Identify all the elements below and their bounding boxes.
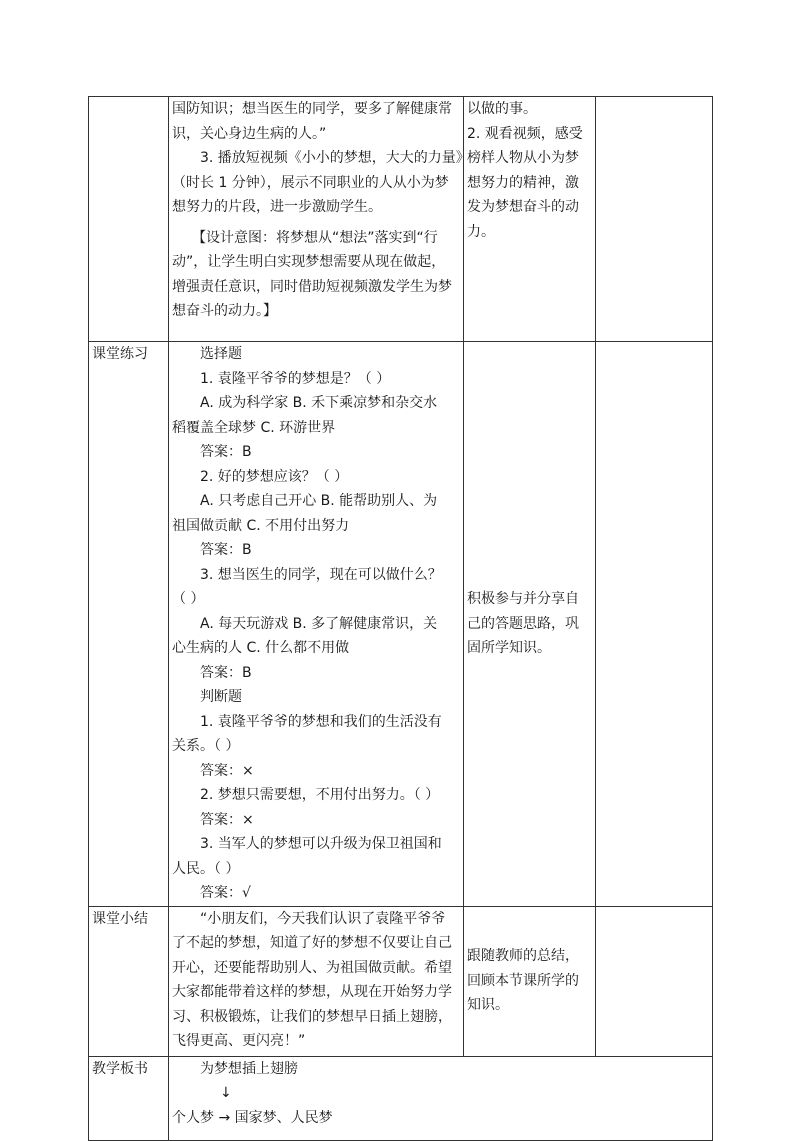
text-line: 2. 观看视频，感受 [467, 125, 583, 142]
text-line: 识，关心身边生病的人。” [172, 125, 327, 142]
text-line: 大家都能带着这样的梦想，从现在开始努力学 [172, 984, 452, 1000]
text-line: 开心，还要能帮助别人、为祖国做贡献。希望 [172, 959, 452, 976]
options-line: A. 每天玩游戏 B. 多了解健康常识，关 [200, 615, 438, 632]
text-line: 回顾本节课所学的 [467, 972, 579, 989]
options-line: A. 成为科学家 B. 禾下乘凉梦和杂交水 [200, 395, 438, 411]
text-line: （时长 1 分钟），展示不同职业的人从小为梦 [172, 174, 449, 191]
text-line: 知识。 [467, 997, 509, 1014]
practice-student-cell [464, 342, 596, 907]
question-line: 3. 想当医生的同学，现在可以做什么？ [200, 566, 442, 583]
practice-label: 课堂练习 [92, 346, 148, 362]
practice-notes-cell [596, 342, 713, 907]
options-line: 稻覆盖全球梦 C. 环游世界 [172, 419, 336, 436]
text-line: 己的答题思路，巩 [467, 615, 579, 632]
question-line: 2. 好的梦想应该？（ ） [200, 468, 349, 485]
text-line: 增强责任意识，同时借助短视频激发学生为梦 [172, 278, 452, 295]
options-line: 心生病的人 C. 什么都不用做 [172, 640, 350, 656]
section-heading: 选择题 [200, 346, 242, 362]
text-line: “小朋友们，今天我们认识了袁隆平爷爷 [200, 910, 446, 927]
text-line: 榜样人物从小为梦 [467, 150, 579, 166]
board-content-cell [169, 1056, 713, 1140]
question-line: 人民。（ ） [172, 860, 240, 877]
board-label-cell [89, 1056, 169, 1140]
text-line: 3. 播放短视频《小小的梦想，大大的力量》 [200, 150, 470, 166]
activity-label-cell [89, 97, 169, 342]
question-line: 3. 当军人的梦想可以升级为保卫祖国和 [200, 836, 442, 852]
summary-label: 课堂小结 [92, 910, 148, 927]
text-line: 了不起的梦想，知道了好的梦想不仅要让自己 [172, 935, 452, 951]
answer-line: 答案：× [200, 762, 254, 779]
practice-label-cell [89, 342, 169, 907]
activity-row [89, 97, 713, 342]
text-line: 跟随教师的总结， [467, 948, 579, 965]
board-bottom-line: 个人梦 → 国家梦、人民梦 [172, 1109, 333, 1126]
text-line: 积极参与并分享自 [467, 591, 579, 607]
text-line: 国防知识；想当医生的同学，要多了解健康常 [172, 101, 452, 117]
summary-row [89, 906, 713, 1056]
text-line: 习、积极锻炼，让我们的梦想早日插上翅膀， [172, 1008, 452, 1025]
answer-line: 答案：B [200, 444, 252, 460]
text-line: 动”，让学生明白实现梦想需要从现在做起， [172, 254, 446, 270]
design-intent-line: 【设计意图：将梦想从“想法”落实到“行 [192, 229, 438, 246]
answer-line: 答案：√ [200, 885, 251, 901]
summary-label-cell [89, 906, 169, 1056]
text-line: 飞得更高、更闪亮！” [172, 1033, 306, 1049]
text-line: 以做的事。 [467, 101, 537, 117]
options-line: 祖国做贡献 C. 不用付出努力 [172, 517, 350, 534]
text-line: 力。 [467, 223, 495, 240]
question-line: 2. 梦想只需要想，不用付出努力。（ ） [200, 787, 440, 803]
question-line: （ ） [172, 591, 205, 607]
question-line: 1. 袁隆平爷爷的梦想和我们的生活没有 [200, 713, 442, 730]
board-row [89, 1056, 713, 1140]
summary-notes-cell [596, 906, 713, 1056]
board-label: 教学板书 [92, 1060, 148, 1077]
text-line: 想努力的片段，进一步激励学生。 [172, 199, 382, 215]
question-line: 关系。（ ） [172, 738, 240, 754]
text-line: 固所学知识。 [467, 640, 551, 656]
answer-line: 答案：B [200, 542, 252, 558]
text-line: 发为梦想奋斗的动 [467, 199, 579, 215]
answer-line: 答案：B [200, 664, 252, 681]
section-heading: 判断题 [200, 689, 242, 705]
text-line: 想努力的精神，激 [467, 174, 579, 191]
down-arrow-icon: ↓ [220, 1085, 232, 1101]
text-line: 想奋斗的动力。】 [172, 303, 277, 319]
answer-line: 答案：× [200, 811, 254, 828]
activity-student-cell [464, 97, 596, 342]
summary-content-cell [169, 906, 464, 1056]
summary-student-cell [464, 906, 596, 1056]
options-line: A. 只考虑自己开心 B. 能帮助别人、为 [200, 493, 438, 509]
lesson-plan-table [88, 96, 713, 1141]
practice-row [89, 342, 713, 907]
board-title: 为梦想插上翅膀 [200, 1060, 298, 1077]
activity-notes-cell [596, 97, 713, 342]
practice-content-cell [169, 342, 464, 907]
question-line: 1. 袁隆平爷爷的梦想是？（ ） [200, 370, 391, 387]
activity-content-cell [169, 97, 470, 342]
